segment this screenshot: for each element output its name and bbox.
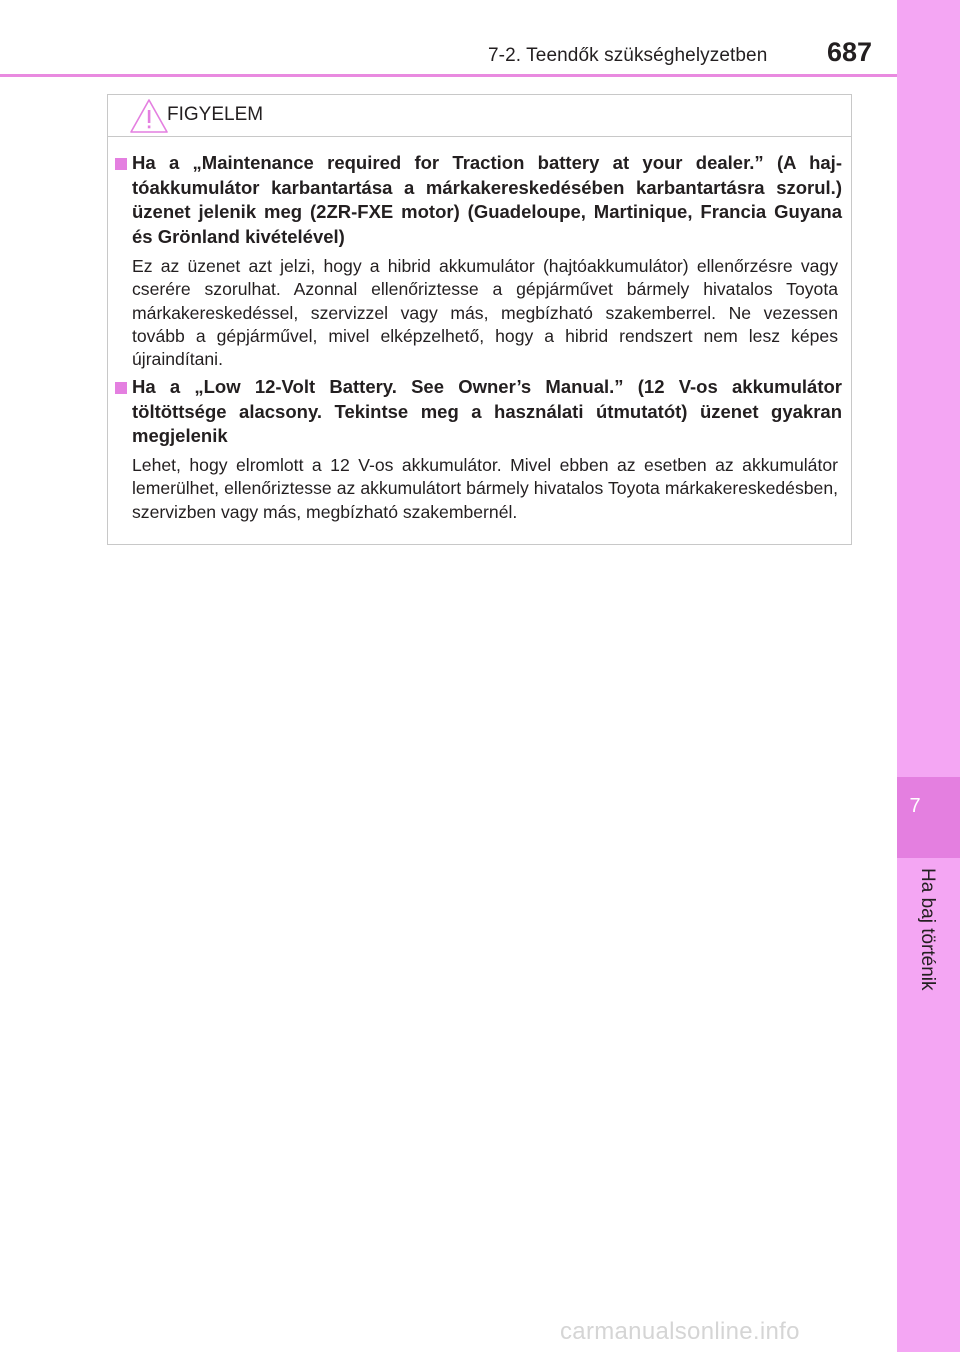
side-tab xyxy=(897,0,960,1352)
section-title: 7-2. Teendők szükséghelyzetben xyxy=(488,45,768,66)
square-bullet-icon xyxy=(115,158,127,170)
caution-item-heading: Ha a „Maintenance required for Traction battery at your dealer.” (A hajtóakkumulátor karbantartása a márkakereskedésében karbantartásra szorul.) üzenet jelenik meg (2ZR-FXE motor) (Guadeloupe, Martinique, Francia Guyana és Grönland kivételével) xyxy=(132,152,842,247)
caution-label: FIGYELEM xyxy=(167,104,264,125)
watermark: carmanualsonline.info xyxy=(560,1318,800,1345)
caution-item-body: Ez az üzenet azt jelzi, hogy a hibrid akkumulátor (hajtóakkumulátor) ellenőrzésre vagy cserére szorulhat. Azonnal ellenőriztesse a gépjárművet bármely hivatalos Toyota márkakereskedéssel, szervizzel vagy más, megbízható szakemberrel. Ne vezessen tovább a gépjárművel, mivel elképzelhető, hogy a hibrid rendszert nem lesz képes újraindítani. xyxy=(132,256,838,370)
page-number: 687 xyxy=(827,37,873,67)
caution-box xyxy=(107,94,852,545)
chapter-number: 7 xyxy=(909,795,921,817)
caution-item-body: Lehet, hogy elromlott a 12 V-os akkumulátor. Mivel ebben az esetben az akkumulátor lemerülhet, ellenőriztesse az akkumulátort bármely hivatalos Toyota márkakereskedésben, szervizben vagy más, megbízható szakembernél. xyxy=(132,455,838,522)
caution-header xyxy=(108,95,851,137)
caution-item-heading: Ha a „Low 12-Volt Battery. See Owner’s Manual.” (12 V-os akkumulátor töltöttsége alacsony. Tekintse meg a használati útmutatót) üzenet gyakran megjelenik xyxy=(132,376,842,446)
chapter-title: Ha baj történik xyxy=(917,868,938,991)
warning-triangle-icon xyxy=(128,97,170,135)
square-bullet-icon xyxy=(115,382,127,394)
header-rule xyxy=(0,74,897,77)
